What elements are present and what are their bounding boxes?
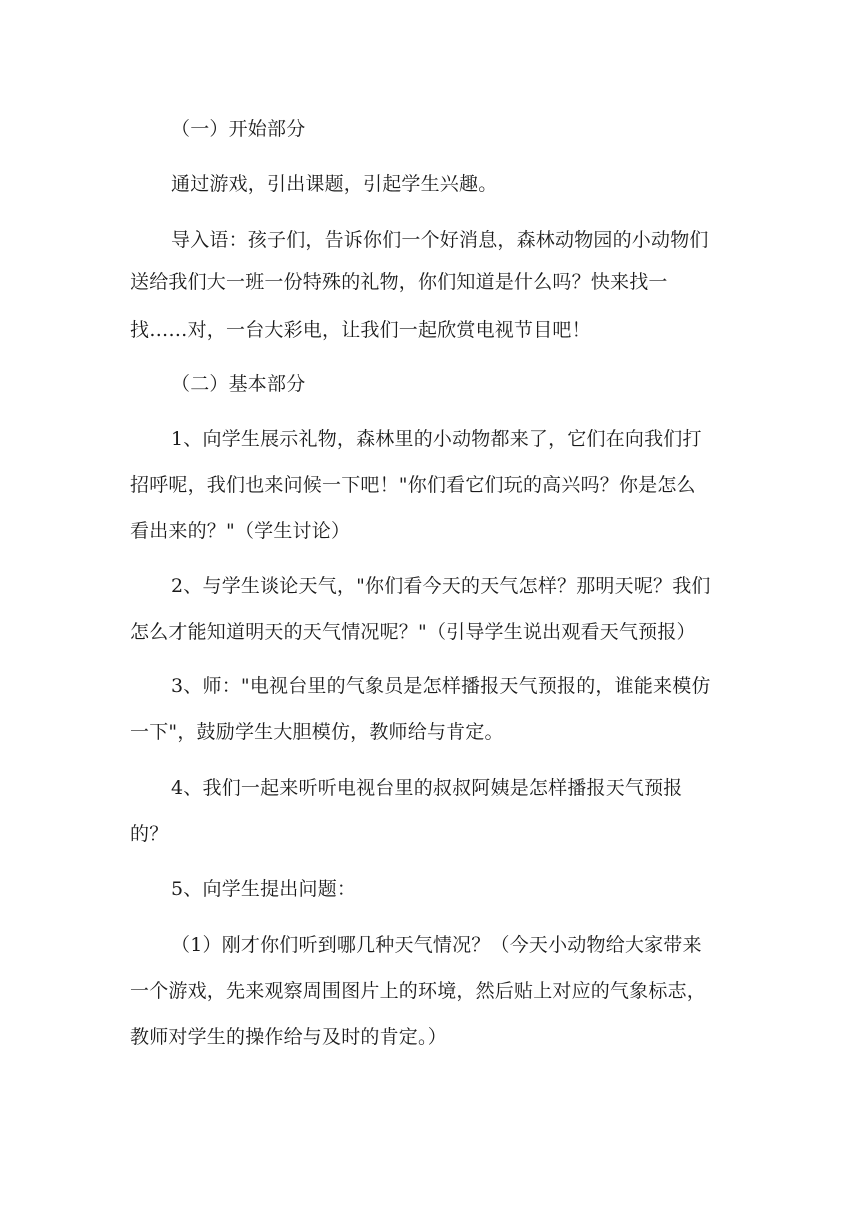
paragraph-line: 一下"，鼓励学生大胆模仿，教师给与肯定。 [130,721,504,743]
paragraph-line: 找……对，一台大彩电，让我们一起欣赏电视节目吧！ [130,319,591,341]
paragraph-line: 3、师："电视台里的气象员是怎样播报天气预报的，谁能来模仿 [171,675,711,697]
paragraph-line: （1）刚才你们听到哪几种天气情况？（今天小动物给大家带来 [171,934,702,956]
paragraph-line: 教师对学生的操作给与及时的肯定。） [130,1026,447,1048]
paragraph-line: 送给我们大一班一份特殊的礼物，你们知道是什么吗？快来找一 [130,271,668,293]
paragraph-line: 通过游戏，引出课题，引起学生兴趣。 [171,173,498,195]
paragraph-line: 的？ [130,823,169,845]
paragraph-line: 2、与学生谈论天气，"你们看今天的天气怎样？那明天呢？我们 [171,575,711,597]
paragraph-line: 5、向学生提出问题： [171,878,357,900]
section-heading-basic: （二）基本部分 [171,373,306,395]
paragraph-line: 导入语：孩子们，告诉你们一个好消息，森林动物园的小动物们 [171,229,709,251]
paragraph-line: 看出来的？"（学生讨论） [130,520,351,542]
section-heading-start: （一）开始部分 [171,118,306,140]
paragraph-line: 4、我们一起来听听电视台里的叔叔阿姨是怎样播报天气预报 [171,777,683,799]
paragraph-line: 一个游戏，先来观察周围图片上的环境，然后贴上对应的气象标志， [130,980,707,1002]
paragraph-line: 招呼呢，我们也来问候一下吧！"你们看它们玩的高兴吗？你是怎么 [130,474,696,496]
paragraph-line: 1、向学生展示礼物，森林里的小动物都来了，它们在向我们打 [171,428,702,450]
paragraph-line: 怎么才能知道明天的天气情况呢？"（引导学生说出观看天气预报） [130,621,696,643]
